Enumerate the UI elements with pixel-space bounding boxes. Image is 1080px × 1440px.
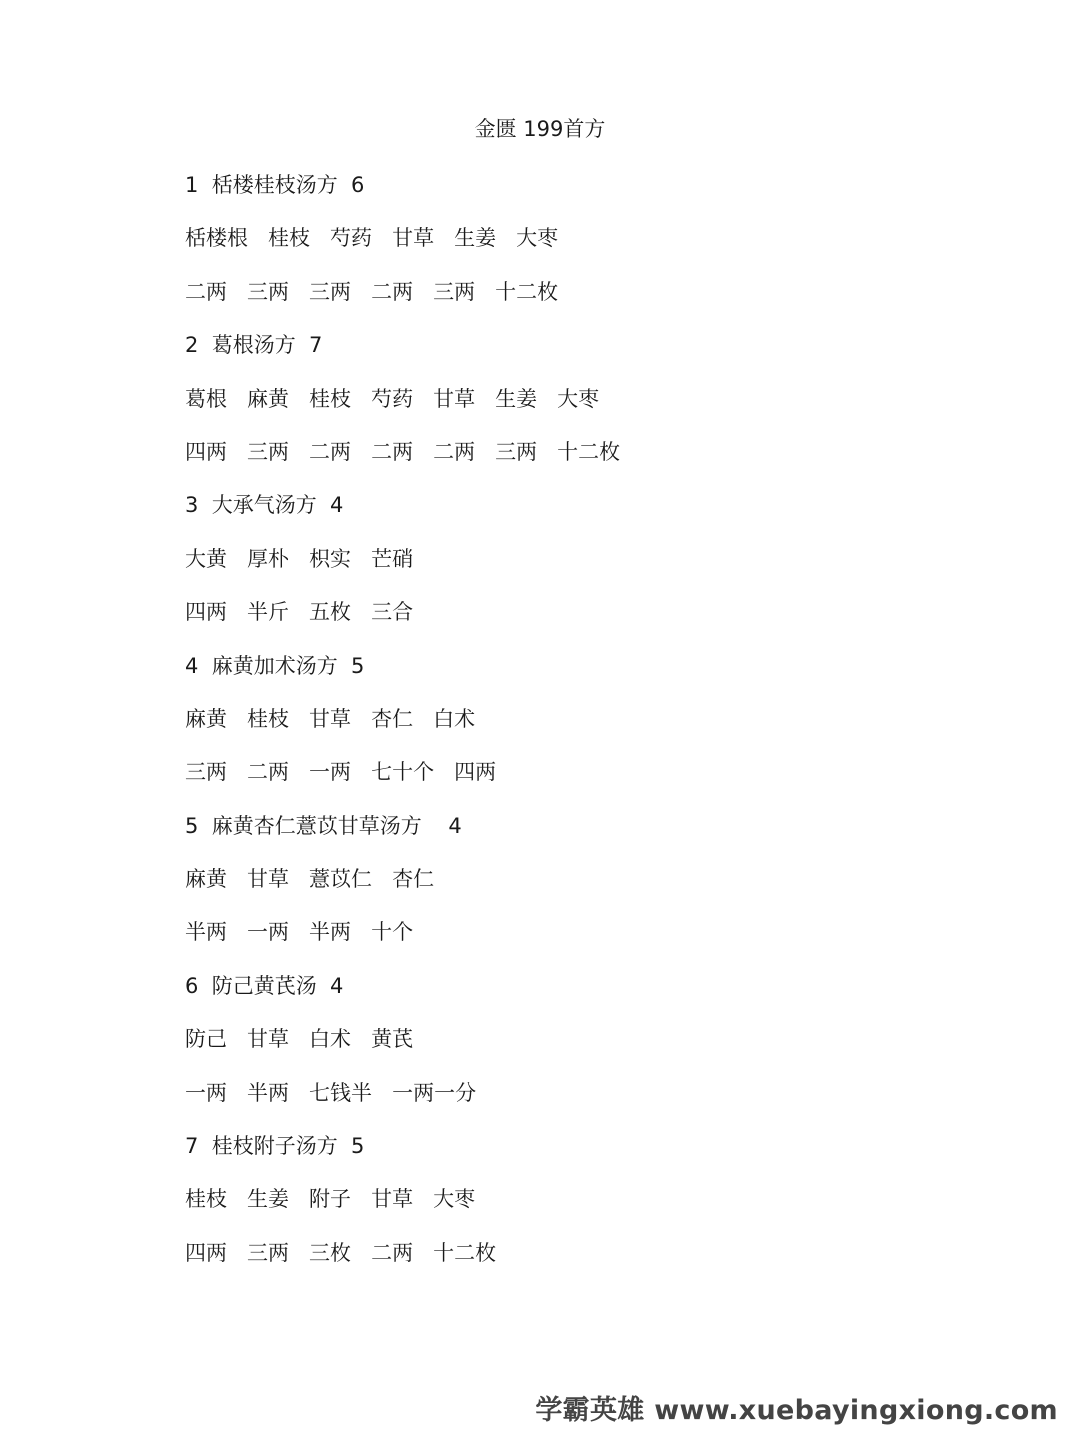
line-formula-1-herbs: 栝楼根 桂枝 芍药 甘草 生姜 大枣	[185, 226, 559, 251]
line-formula-4-doses: 三两 二两 一两 七十个 四两	[185, 760, 497, 785]
line-formula-1-doses: 二两 三两 三两 二两 三两 十二枚	[185, 279, 559, 304]
line-formula-2-doses: 四两 三两 二两 二两 二两 三两 十二枚	[185, 439, 621, 464]
site-watermark: 学霸英雄 www.xuebayingxiong.com	[535, 1395, 1058, 1426]
line-formula-6-herbs: 防己 甘草 白术 黄芪	[185, 1027, 414, 1052]
line-formula-6-doses: 一两 半两 七钱半 一两一分	[185, 1080, 477, 1105]
line-formula-6-heading: 6 防己黄芪汤 4	[185, 973, 344, 998]
document-title-text: 金匮 199首方	[474, 117, 606, 141]
line-formula-4-herbs: 麻黄 桂枝 甘草 杏仁 白术	[185, 706, 476, 731]
line-formula-1-heading: 1 栝楼桂枝汤方 6	[185, 173, 365, 197]
line-formula-3-heading: 3 大承气汤方 4	[185, 493, 344, 518]
line-formula-5-heading: 5 麻黄杏仁薏苡甘草汤方 4	[185, 813, 462, 838]
line-formula-4-heading: 4 麻黄加术汤方 5	[185, 653, 365, 678]
line-formula-3-doses: 四两 半斤 五枚 三合	[185, 600, 414, 625]
line-formula-7-heading: 7 桂枝附子汤方 5	[185, 1134, 365, 1159]
line-formula-5-doses: 半两 一两 半两 十个	[185, 920, 414, 945]
line-formula-3-herbs: 大黄 厚朴 枳实 芒硝	[185, 546, 414, 571]
line-formula-2-herbs: 葛根 麻黄 桂枝 芍药 甘草 生姜 大枣	[185, 386, 600, 411]
line-formula-5-herbs: 麻黄 甘草 薏苡仁 杏仁	[185, 867, 435, 892]
line-formula-7-herbs: 桂枝 生姜 附子 甘草 大枣	[185, 1187, 476, 1212]
line-formula-7-doses: 四两 三两 三枚 二两 十二枚	[185, 1240, 497, 1265]
document-title	[0, 114, 1080, 144]
line-formula-2-heading: 2 葛根汤方 7	[185, 333, 323, 358]
document-body	[185, 168, 985, 1289]
